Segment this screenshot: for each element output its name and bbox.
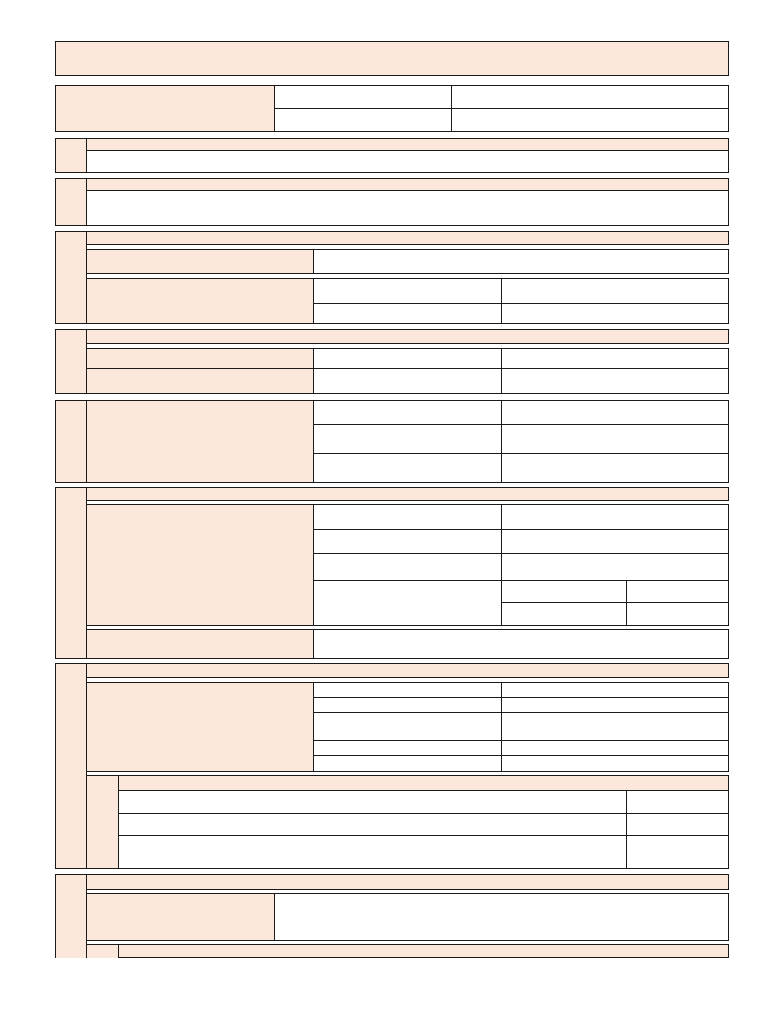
row-field[interactable] bbox=[313, 368, 502, 394]
section-header-bar bbox=[86, 663, 729, 678]
row-label-cell bbox=[86, 504, 314, 626]
row-field[interactable] bbox=[501, 580, 627, 603]
row-field[interactable] bbox=[501, 529, 729, 554]
section-number-cell bbox=[55, 231, 87, 324]
row-label-cell bbox=[86, 682, 314, 772]
section-number-cell bbox=[55, 329, 87, 394]
row-field[interactable] bbox=[313, 400, 502, 425]
header-field[interactable] bbox=[274, 85, 452, 109]
item-field[interactable] bbox=[626, 813, 729, 836]
subsection-header-bar bbox=[118, 944, 729, 958]
row-label-cell bbox=[86, 893, 275, 941]
section-header-bar bbox=[86, 487, 729, 501]
section-field[interactable] bbox=[86, 190, 729, 226]
form-title-bar bbox=[55, 41, 729, 76]
row-field[interactable] bbox=[313, 629, 729, 659]
row-field[interactable] bbox=[313, 303, 502, 324]
row-label-cell bbox=[86, 629, 314, 659]
row-field[interactable] bbox=[501, 400, 729, 425]
header-field[interactable] bbox=[451, 108, 729, 132]
header-field[interactable] bbox=[274, 108, 452, 132]
section-number-cell bbox=[55, 874, 87, 958]
header-label-cell bbox=[55, 85, 275, 132]
row-field[interactable] bbox=[501, 697, 729, 713]
row-field[interactable] bbox=[274, 893, 729, 941]
row-field[interactable] bbox=[313, 755, 502, 772]
item-field[interactable] bbox=[626, 835, 729, 869]
subsection-header-bar bbox=[118, 775, 729, 791]
row-field[interactable] bbox=[501, 602, 627, 626]
row-field[interactable] bbox=[501, 740, 729, 756]
item-field[interactable] bbox=[118, 813, 627, 836]
row-label-cell bbox=[86, 368, 314, 394]
section-header-bar bbox=[86, 329, 729, 344]
row-field[interactable] bbox=[313, 504, 502, 530]
header-field[interactable] bbox=[451, 85, 729, 109]
row-field[interactable] bbox=[626, 580, 729, 603]
row-field[interactable] bbox=[501, 303, 729, 324]
row-field[interactable] bbox=[501, 712, 729, 741]
item-field[interactable] bbox=[626, 790, 729, 814]
row-field[interactable] bbox=[313, 424, 502, 454]
item-field[interactable] bbox=[118, 790, 627, 814]
row-field[interactable] bbox=[313, 348, 502, 369]
row-field[interactable] bbox=[501, 682, 729, 698]
row-field[interactable] bbox=[501, 504, 729, 530]
row-field[interactable] bbox=[313, 697, 502, 713]
row-label-cell bbox=[86, 249, 314, 274]
row-field[interactable] bbox=[501, 453, 729, 483]
item-field[interactable] bbox=[118, 835, 627, 869]
row-field[interactable] bbox=[313, 249, 729, 274]
section-number-cell bbox=[55, 138, 87, 173]
section-number-cell bbox=[55, 400, 87, 483]
row-field[interactable] bbox=[313, 278, 502, 304]
section-number-cell bbox=[55, 178, 87, 226]
row-field[interactable] bbox=[501, 424, 729, 454]
row-field[interactable] bbox=[501, 348, 729, 369]
row-label-cell bbox=[86, 400, 314, 483]
section-number-cell bbox=[55, 663, 87, 869]
row-field[interactable] bbox=[313, 529, 502, 554]
row-label-cell bbox=[86, 278, 314, 324]
row-field[interactable] bbox=[313, 453, 502, 483]
subsection-number-cell bbox=[86, 775, 119, 869]
row-label-cell bbox=[86, 348, 314, 369]
row-field[interactable] bbox=[626, 602, 729, 626]
row-field[interactable] bbox=[501, 553, 729, 581]
row-field[interactable] bbox=[501, 755, 729, 772]
section-header-bar bbox=[86, 231, 729, 245]
row-field[interactable] bbox=[501, 368, 729, 394]
row-field[interactable] bbox=[313, 682, 502, 698]
row-field[interactable] bbox=[313, 580, 502, 626]
section-field[interactable] bbox=[86, 150, 729, 173]
row-field[interactable] bbox=[313, 553, 502, 581]
subsection-number-cell bbox=[86, 944, 119, 958]
row-field[interactable] bbox=[501, 278, 729, 304]
section-number-cell bbox=[55, 487, 87, 659]
row-field[interactable] bbox=[313, 740, 502, 756]
row-field[interactable] bbox=[313, 712, 502, 741]
section-header-bar bbox=[86, 874, 729, 890]
